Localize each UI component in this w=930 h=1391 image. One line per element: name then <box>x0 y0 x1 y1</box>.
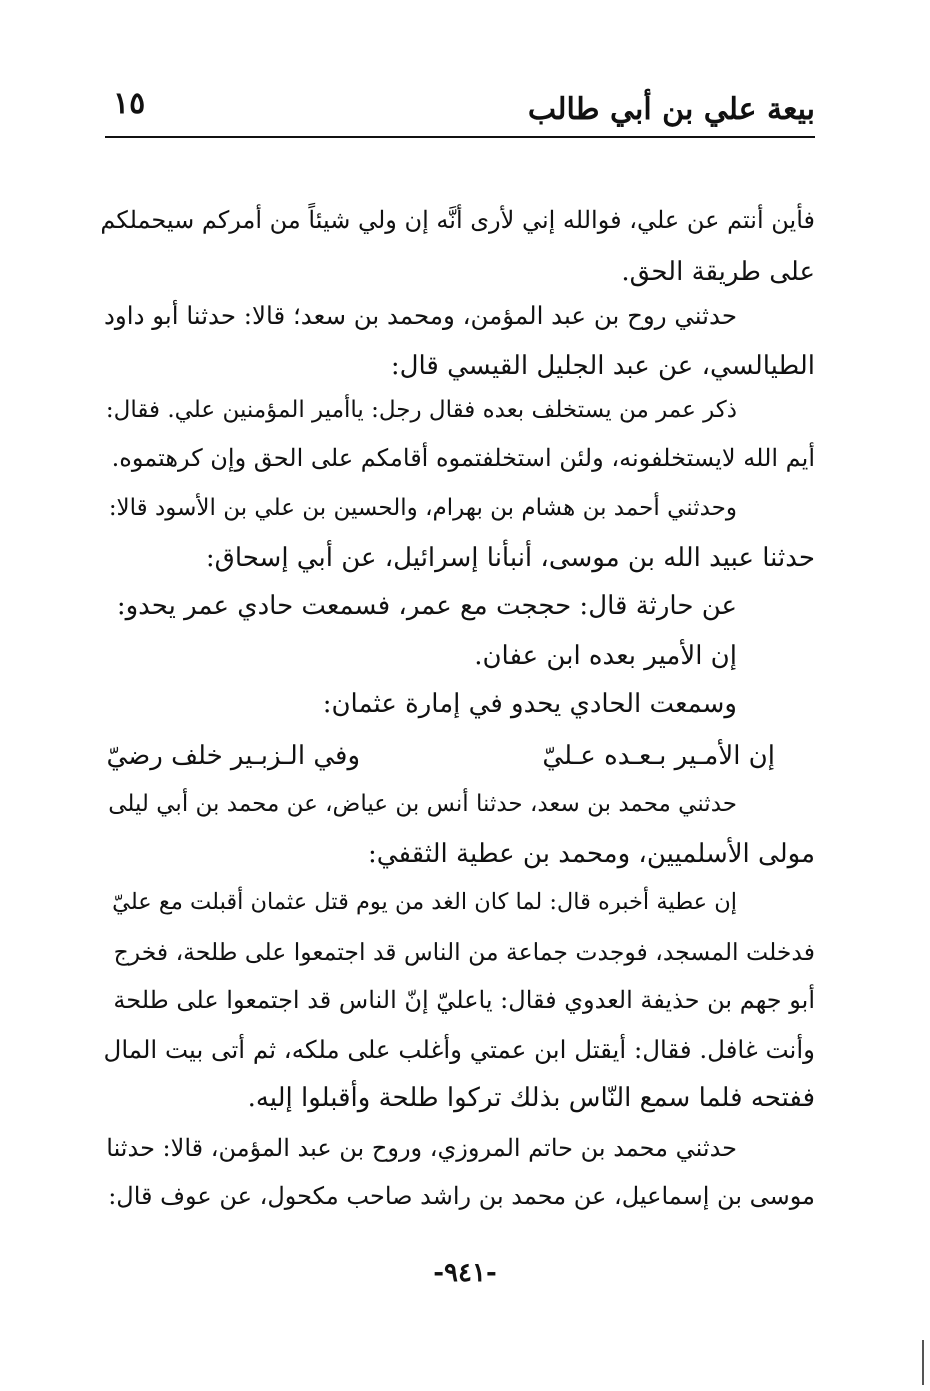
text-line: فدخلت المسجد، فوجدت جماعة من الناس قد اجتمعوا على طلحة، فخرج <box>113 938 815 966</box>
text-line: حدثني محمد بن حاتم المروزي، وروح بن عبد المؤمن، قالا: حدثنا <box>106 1134 737 1162</box>
text-line: حدثني محمد بن سعد، حدثنا أنس بن عياض، عن محمد بن أبي ليلى <box>108 791 737 817</box>
page-header <box>105 78 815 148</box>
text-line: مولى الأسلميين، ومحمد بن عطية الثقفي: <box>368 839 815 869</box>
text-line: أبو جهم بن حذيفة العدوي فقال: ياعليّ إنّ الناس قد اجتمعوا على طلحة <box>113 986 815 1014</box>
poem-hemistich-second: وفي الـزبـير خلف رضيّ <box>106 741 360 771</box>
text-line: إن عطية أخبره قال: لما كان الغد من يوم قتل عثمان أقبلت مع عليّ <box>112 889 737 915</box>
text-line: موسى بن إسماعيل، عن محمد بن راشد صاحب مكحول، عن عوف قال: <box>108 1182 815 1210</box>
text-line: وحدثني أحمد بن هشام بن بهرام، والحسين بن علي بن الأسود قالا: <box>108 495 737 521</box>
text-line: إن الأمير بعده ابن عفان. <box>474 641 737 671</box>
text-line: حدثنا عبيد الله بن موسى، أنبأنا إسرائيل، عن أبي إسحاق: <box>205 543 815 573</box>
text-line: على طريقة الحق. <box>621 257 815 287</box>
text-line: أيم الله لايستخلفونه، ولئن استخلفتموه أقامكم على الحق وإن كرهتموه. <box>111 444 815 472</box>
poem-hemistich-first: إن الأمـير بـعـده عـليّ <box>542 741 775 771</box>
text-line: فأين أنتم عن علي، فوالله إني لأرى أنَّه إن ولي شيئاً من أمركم سيحملكم <box>100 206 815 234</box>
text-line: وأنت غافل. فقال: أيقتل ابن عمتي وأغلب على ملكه، ثم أتى بيت المال <box>103 1035 815 1064</box>
running-title: بيعة علي بن أبي طالب <box>527 92 815 127</box>
header-page-number: ١٥ <box>113 86 146 121</box>
text-line: حدثني روح بن عبد المؤمن، ومحمد بن سعد؛ قالا: حدثنا أبو داود <box>104 301 737 330</box>
text-line: ففتحه فلما سمع النّاس بذلك تركوا طلحة وأقبلوا إليه. <box>247 1083 815 1113</box>
text-line: وسمعت الحادي يحدو في إمارة عثمان: <box>322 689 737 719</box>
text-line: عن حارثة قال: حججت مع عمر، فسمعت حادي عمر يحدو: <box>116 591 737 621</box>
text-line: ذكر عمر من يستخلف بعده فقال رجل: ياأمير المؤمنين علي. فقال: <box>105 397 737 423</box>
text-line: الطيالسي، عن عبد الجليل القيسي قال: <box>390 351 815 381</box>
footer-page-number: -٩٤١- <box>433 1258 497 1288</box>
scan-edge-mark <box>922 1340 924 1385</box>
header-rule <box>105 136 815 138</box>
